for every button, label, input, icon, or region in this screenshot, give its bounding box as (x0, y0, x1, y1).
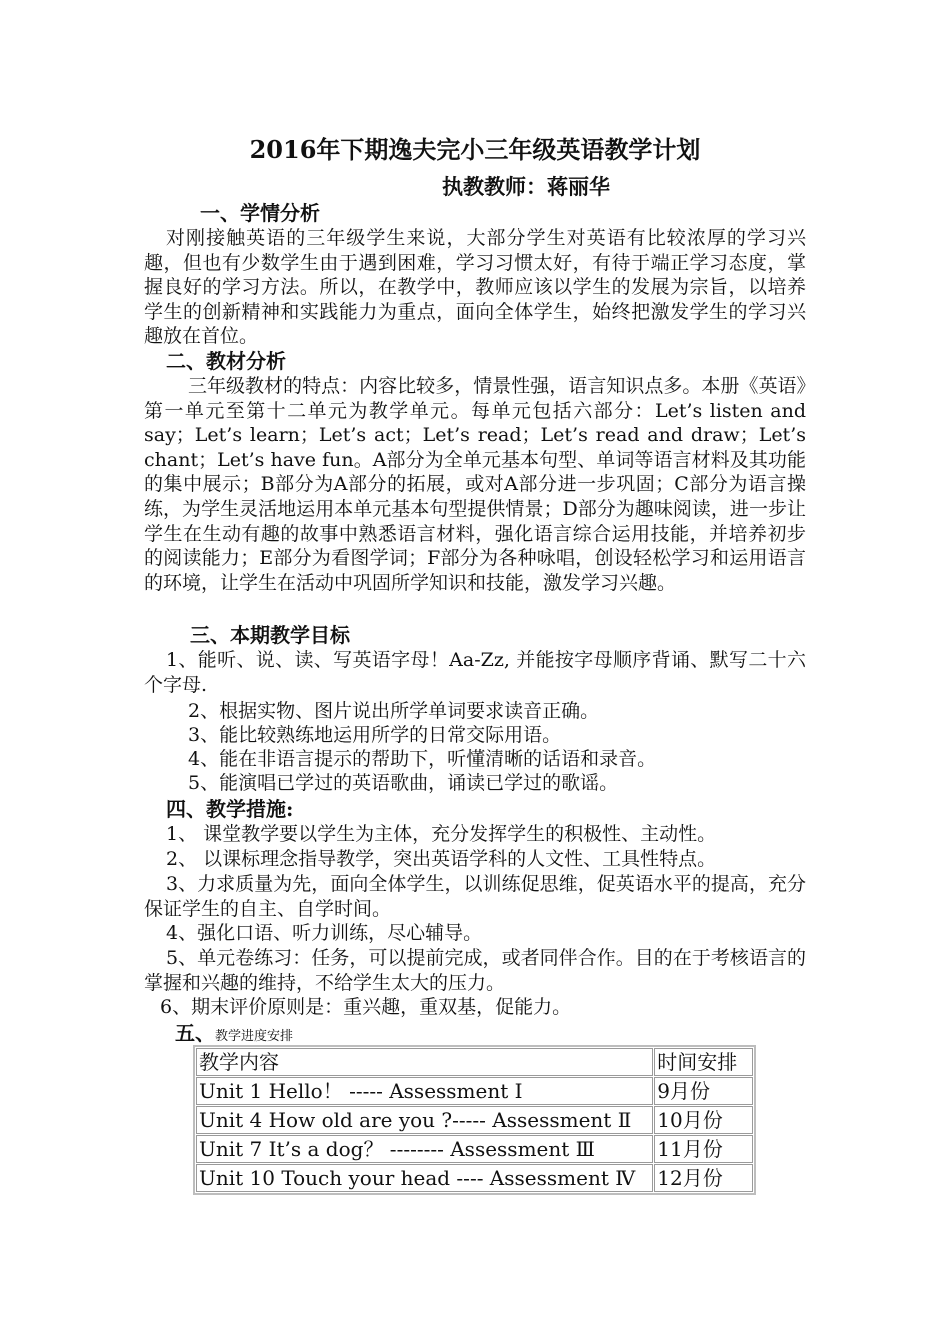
goal-item-4: 4、能在非语言提示的帮助下，听懂清晰的话语和录音。 (188, 748, 657, 770)
goal-item-3: 3、能比较熟练地运用所学的日常交际用语。 (188, 724, 562, 746)
measure-item-1: 1、 课堂教学要以学生为主体，充分发挥学生的积极性、主动性。 (166, 823, 717, 845)
table-header-row (196, 1048, 753, 1076)
measure-item-2: 2、 以课标理念指导教学，突出英语学科的人文性、工具性特点。 (166, 848, 717, 870)
measure-item-3: 3、力求质量为先，面向全体学生，以训练促思维，促英语水平的提高，充分保证学生的自主、自学时间。 (144, 873, 806, 920)
row-content: Unit 10 Touch your head ---- Assessment Ⅳ (196, 1164, 653, 1192)
table-row (196, 1135, 753, 1163)
section-5-label: 教学进度安排 (215, 1029, 294, 1044)
row-time: 9月份 (654, 1077, 753, 1105)
table-row (196, 1164, 753, 1192)
header-time: 时间安排 (654, 1048, 753, 1076)
table-row (196, 1106, 753, 1134)
section-4-heading: 四、教学措施: (166, 797, 294, 821)
row-content: Unit 1 Hello！ ----- Assessment Ⅰ (196, 1077, 653, 1105)
teacher-name: 执教教师：蒋丽华 (442, 174, 610, 199)
header-content: 教学内容 (196, 1048, 653, 1076)
page-title: 2016年下期逸夫完小三年级英语教学计划 (249, 135, 701, 164)
goal-item-1: 1、能听、说、读、写英语字母！Aa-Zz, 并能按字母顺序背诵、默写二十六个字母. (144, 649, 806, 696)
measure-item-6: 6、期末评价原则是：重兴趣，重双基，促能力。 (160, 996, 572, 1018)
measure-item-4: 4、强化口语、听力训练，尽心辅导。 (166, 922, 483, 944)
section-2-body: 三年级教材的特点：内容比较多，情景性强，语言知识点多。本册《英语》第一单元至第十二单元为教学单元。每单元包括六部分：Let’s listen and say；Let’s learn；Let’s act；Let’s read；Let’s read and draw；Let’s chant；Let’s have fun。A部分为全单元基本句型、单词等语言材料及其功能的集中展示；B部分为A部分的拓展，或对A部分进一步巩固；C部分为语言操练，为学生灵活地运用本单元基本句型提供情景；D部分为趣味阅读，进一步让学生在生动有趣的故事中熟悉语言材料，强化语言综合运用技能，并培养初步的阅读能力；E部分为看图学词；F部分为各种咏唱，创设轻松学习和运用语言的环境，让学生在活动中巩固所学知识和技能，激发学习兴趣。 (144, 375, 806, 594)
section-2-heading: 二、教材分析 (166, 349, 286, 373)
section-3-heading: 三、本期教学目标 (190, 623, 350, 647)
schedule-table (193, 1045, 756, 1195)
section-1-body: 对刚接触英语的三年级学生来说，大部分学生对英语有比较浓厚的学习兴趣，但也有少数学生由于遇到困难，学习习惯太好，有待于端正学习态度，掌握良好的学习方法。所以，在教学中，教师应该以学生的发展为宗旨，以培养学生的创新精神和实践能力为重点，面向全体学生，始终把激发学生的学习兴趣放在首位。 (144, 227, 806, 348)
row-time: 10月份 (654, 1106, 753, 1134)
section-1-heading: 一、学情分析 (200, 201, 320, 225)
table-row (196, 1077, 753, 1105)
section-5-number: 五、 (175, 1021, 215, 1045)
measure-item-5: 5、单元卷练习：任务，可以提前完成，或者同伴合作。目的在于考核语言的掌握和兴趣的维持，不给学生太大的压力。 (144, 947, 806, 994)
goal-item-5: 5、能演唱已学过的英语歌曲，诵读已学过的歌谣。 (188, 772, 619, 794)
goal-item-2: 2、根据实物、图片说出所学单词要求读音正确。 (188, 700, 600, 722)
row-content: Unit 4 How old are you ?----- Assessment Ⅱ (196, 1106, 653, 1134)
row-time: 11月份 (654, 1135, 753, 1163)
row-content: Unit 7 It’s a dog？ -------- Assessment Ⅲ (196, 1135, 653, 1163)
row-time: 12月份 (654, 1164, 753, 1192)
